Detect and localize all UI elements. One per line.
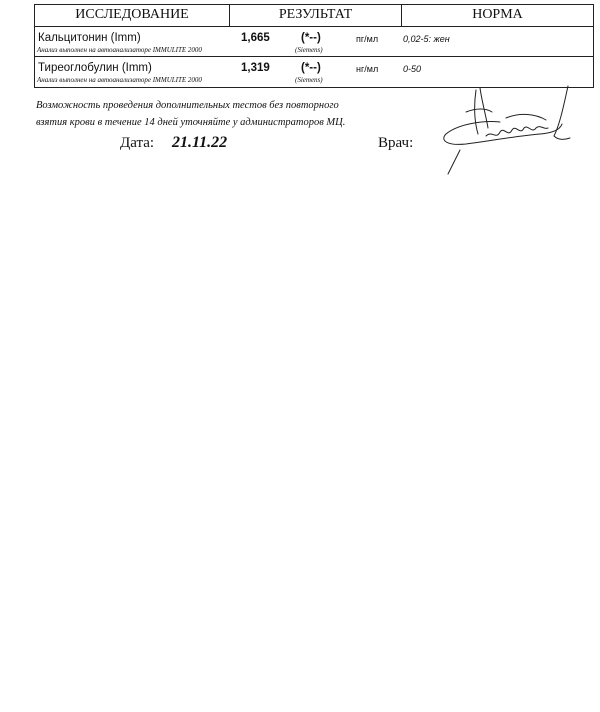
- doctor-label: Врач:: [378, 135, 414, 151]
- signature-icon: [436, 78, 586, 182]
- analyzer-note: Анализ выполнен на автоанализаторе IMMULITE 2000: [37, 76, 202, 84]
- test-unit: нг/мл: [356, 64, 379, 74]
- test-unit: пг/мл: [356, 34, 379, 44]
- test-norm: 0,02-5: жен: [403, 34, 450, 44]
- analyzer-vendor: (Siemens): [295, 46, 323, 54]
- remark-line: Возможность проведения дополнительных тестов без повторного: [36, 100, 339, 111]
- date-label: Дата:: [120, 135, 155, 151]
- header-study: ИССЛЕДОВАНИЕ: [75, 7, 189, 22]
- test-flag: (*--): [301, 32, 321, 44]
- date-value: 21.11.22: [172, 134, 228, 151]
- remark-line: взятия крови в течение 14 дней уточняйте у администраторов МЦ.: [36, 117, 346, 128]
- test-value: 1,665: [241, 32, 270, 44]
- analyzer-vendor: (Siemens): [295, 76, 323, 84]
- table-row: [35, 27, 593, 57]
- header-norm: НОРМА: [472, 7, 523, 22]
- analyzer-note: Анализ выполнен на автоанализаторе IMMULITE 2000: [37, 46, 202, 54]
- table-header: [35, 5, 593, 27]
- test-value: 1,319: [241, 62, 270, 74]
- header-result: РЕЗУЛЬТАТ: [278, 7, 353, 22]
- test-norm: 0-50: [403, 64, 422, 74]
- retest-remark: [36, 97, 345, 131]
- test-name: Кальцитонин (Imm): [38, 32, 141, 44]
- test-name: Тиреоглобулин (Imm): [38, 62, 152, 74]
- test-flag: (*--): [301, 62, 321, 74]
- results-table: [34, 4, 594, 88]
